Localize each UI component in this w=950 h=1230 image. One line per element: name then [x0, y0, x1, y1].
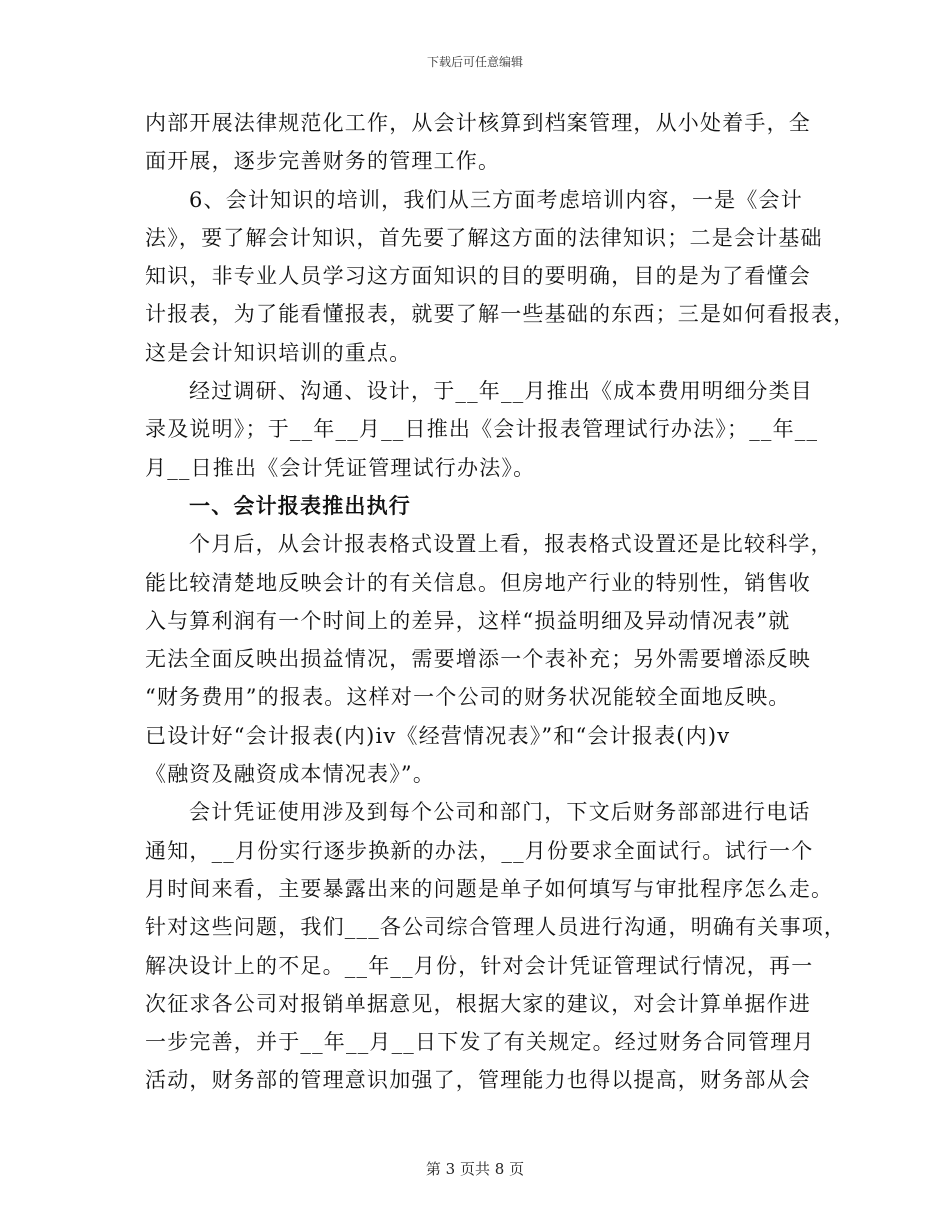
text-line: 这是会计知识培训的重点。 — [145, 340, 412, 365]
text-line: 计报表，为了能看懂报表，就要了解一些基础的东西；三是如何看报表， — [145, 302, 856, 327]
text-line: 内部开展法律规范化工作，从会计核算到档案管理，从小处着手，全 — [145, 111, 811, 135]
section-heading: 一、会计报表推出执行 — [189, 492, 411, 518]
text-line: 面开展，逐步完善财务的管理工作。 — [145, 149, 501, 174]
text-line: 月__日推出《会计凭证管理试行办法》。 — [145, 455, 536, 480]
text-line: 次征求各公司对报销单据意见，根据大家的建议，对会计算单据作进 — [145, 991, 811, 1016]
text-line: “财务费用”的报表。这样对一个公司的财务状况能较全面地反映。 — [145, 685, 791, 710]
text-line: 法》，要了解会计知识，首先要了解这方面的法律知识；二是会计基础 — [145, 225, 823, 250]
text-line: 经过调研、沟通、设计，于__年__月推出《成本费用明细分类目 — [189, 379, 813, 404]
text-line: 会计凭证使用涉及到每个公司和部门，下文后财务部部进行电话 — [189, 800, 811, 825]
text-line: 通知，__月份实行逐步换新的办法，__月份要求全面试行。试行一个 — [145, 838, 814, 863]
text-line: 录及说明》；于__年__月__日推出《会计报表管理试行办法》；__年__ — [145, 417, 819, 442]
text-line: 月时间来看，主要暴露出来的问题是单子如何填写与审批程序怎么走。 — [145, 876, 834, 901]
text-line: 个月后，从会计报表格式设置上看，报表格式设置还是比较科学， — [189, 532, 833, 557]
text-line: 解决设计上的不足。__年__月份，针对会计凭证管理试行情况，再一 — [145, 953, 814, 978]
text-line: 知识，非专业人员学习这方面知识的目的要明确，目的是为了看懂会 — [145, 264, 811, 289]
document-body — [145, 104, 856, 1100]
page-header: 下载后可任意编辑 — [426, 55, 523, 69]
page-footer: 第 3 页共 8 页 — [425, 1160, 525, 1178]
text-line: 《融资及融资成本情况表》”。 — [145, 762, 436, 787]
text-line: 一步完善，并于__年__月__日下发了有关规定。经过财务合同管理月 — [145, 1030, 815, 1055]
text-line: 6、会计知识的培训，我们从三方面考虑培训内容，一是《会计 — [189, 187, 803, 212]
text-line: 活动，财务部的管理意识加强了，管理能力也得以提高，财务部从会 — [145, 1068, 811, 1093]
text-line: 无法全面反映出损益情况，需要增添一个表补充；另外需要增添反映 — [145, 647, 811, 672]
text-line: 已设计好“会计报表(内)iv《经营情况表》”和“会计报表(内)v — [145, 723, 731, 748]
text-line: 能比较清楚地反映会计的有关信息。但房地产行业的特别性，销售收 — [145, 570, 811, 595]
text-line: 针对这些问题，我们___各公司综合管理人员进行沟通，明确有关事项， — [145, 915, 847, 940]
text-line: 入与算利润有一个时间上的差异，这样“损益明细及异动情况表”就 — [145, 608, 791, 633]
